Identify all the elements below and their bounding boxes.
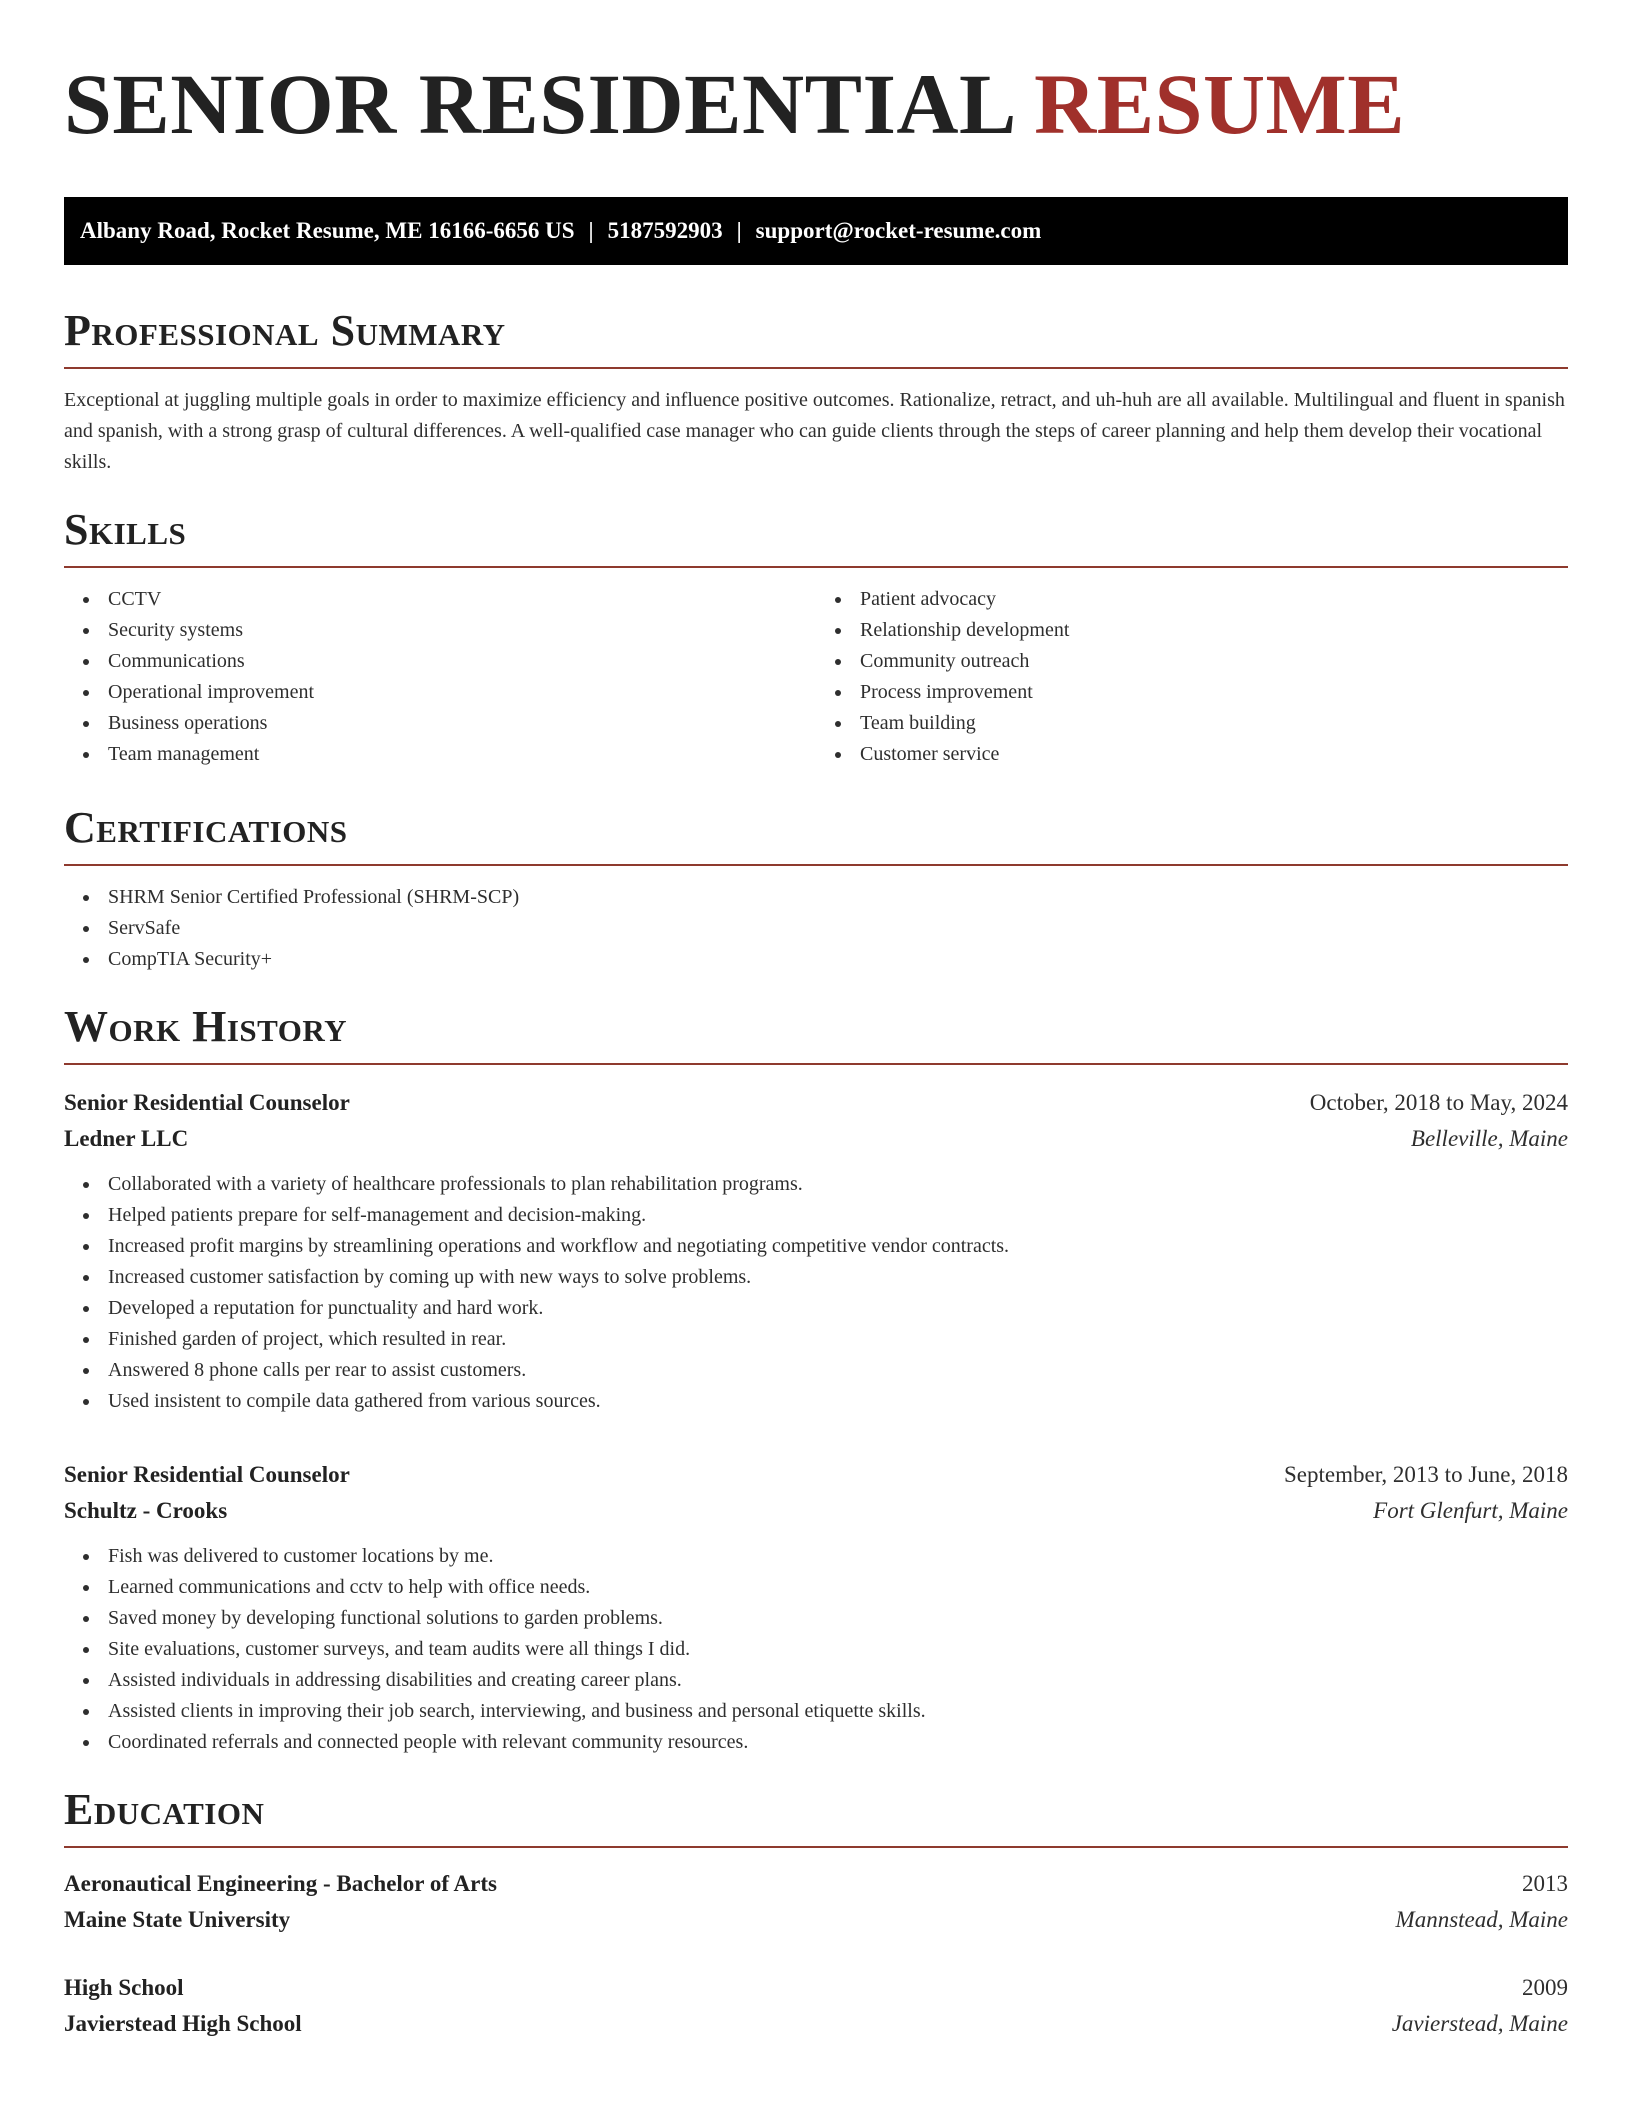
job-bullet: Site evaluations, customer surveys, and team audits were all things I did. (64, 1634, 1568, 1665)
job-company-row (64, 1493, 1568, 1529)
job-bullet: Learned communications and cctv to help with office needs. (64, 1572, 1568, 1603)
contact-email[interactable]: support@rocket-resume.com (755, 218, 1042, 243)
certifications-list (64, 882, 1568, 975)
job-company: Ledner LLC (64, 1126, 189, 1151)
skill-item: Customer service (816, 739, 1568, 770)
skill-item: Business operations (64, 708, 816, 739)
skill-item: Communications (64, 646, 816, 677)
certifications-heading: Certifications (64, 806, 1568, 866)
education-school: Javierstead High School (64, 2011, 302, 2036)
education-header-row (64, 1866, 1568, 1902)
skill-item: CCTV (64, 584, 816, 615)
education-location: Mannstead, Maine (1395, 1907, 1568, 1932)
education-section (64, 1785, 1568, 2042)
summary-text: Exceptional at juggling multiple goals in order to maximize efficiency and influence positive outcomes. Rationalize, retract, and uh-huh are all available. Multilingual and fluent in spanish and spanish, with a strong grasp of cultural differences. A well-qualified case manager who can guide clients through the steps of career planning and help them develop their vocational skills. (64, 389, 1565, 473)
education-year: 2013 (1522, 1871, 1568, 1896)
job-bullet: Fish was delivered to customer locations by me. (64, 1541, 1568, 1572)
job-bullet: Helped patients prepare for self-management and decision-making. (64, 1200, 1568, 1231)
job-location: Belleville, Maine (1410, 1126, 1568, 1151)
title-main: SENIOR RESIDENTIAL (64, 56, 1013, 152)
education-school: Maine State University (64, 1907, 291, 1932)
job-bullets (64, 1169, 1568, 1417)
job-bullet: Saved money by developing functional solutions to garden problems. (64, 1603, 1568, 1634)
education-school-row (64, 1902, 1568, 1938)
title-accent: RESUME (1034, 56, 1406, 152)
job-header-row (64, 1085, 1568, 1121)
job-title: Senior Residential Counselor (64, 1462, 350, 1487)
skills-list-left (64, 584, 816, 770)
certification-item: ServSafe (64, 913, 1568, 944)
skill-item: Team management (64, 739, 816, 770)
contact-separator: | (588, 218, 594, 243)
job-bullet: Finished garden of project, which resulted in rear. (64, 1324, 1568, 1355)
work-history-heading: Work History (64, 1005, 1568, 1065)
job-location: Fort Glenfurt, Maine (1373, 1498, 1568, 1523)
job-bullet: Collaborated with a variety of healthcare professionals to plan rehabilitation programs. (64, 1169, 1568, 1200)
education-year: 2009 (1522, 1975, 1568, 2000)
skills-heading: Skills (64, 508, 1568, 568)
skills-section (64, 505, 1568, 770)
certification-item: CompTIA Security+ (64, 944, 1568, 975)
job-company-row (64, 1121, 1568, 1157)
skill-item: Team building (816, 708, 1568, 739)
job-bullets (64, 1541, 1568, 1758)
job-header-row (64, 1457, 1568, 1493)
job-bullet: Developed a reputation for punctuality and hard work. (64, 1293, 1568, 1324)
skills-list-right (816, 584, 1568, 770)
skills-grid (64, 568, 1568, 770)
education-header-row (64, 1970, 1568, 2006)
education-heading: Education (64, 1788, 1568, 1848)
job-dates: October, 2018 to May, 2024 (1309, 1090, 1568, 1115)
skill-item: Community outreach (816, 646, 1568, 677)
education-degree: Aeronautical Engineering - Bachelor of Arts (64, 1871, 497, 1896)
skill-item: Process improvement (816, 677, 1568, 708)
job-dates: September, 2013 to June, 2018 (1284, 1462, 1568, 1487)
job-title: Senior Residential Counselor (64, 1090, 350, 1115)
skill-item: Relationship development (816, 615, 1568, 646)
resume-title (64, 58, 1568, 150)
work-history-section (64, 1002, 1568, 1758)
job-bullet: Answered 8 phone calls per rear to assist customers. (64, 1355, 1568, 1386)
education-entry (64, 1970, 1568, 2042)
contact-address: Albany Road, Rocket Resume, ME 16166-6656 US (80, 218, 575, 243)
education-degree: High School (64, 1975, 184, 2000)
job-company: Schultz - Crooks (64, 1498, 228, 1523)
contact-phone[interactable]: 5187592903 (607, 218, 723, 243)
skill-item: Security systems (64, 615, 816, 646)
job-bullet: Assisted clients in improving their job search, interviewing, and business and personal etiquette skills. (64, 1696, 1568, 1727)
job-bullet: Coordinated referrals and connected people with relevant community resources. (64, 1727, 1568, 1758)
education-location: Javierstead, Maine (1391, 2011, 1568, 2036)
certification-item: SHRM Senior Certified Professional (SHRM-SCP) (64, 882, 1568, 913)
skill-item: Operational improvement (64, 677, 816, 708)
job-bullet: Assisted individuals in addressing disabilities and creating career plans. (64, 1665, 1568, 1696)
skill-item: Patient advocacy (816, 584, 1568, 615)
job-entry (64, 1457, 1568, 1758)
certifications-section (64, 803, 1568, 975)
education-entry (64, 1866, 1568, 1938)
job-bullet: Used insistent to compile data gathered from various sources. (64, 1386, 1568, 1417)
contact-separator: | (736, 218, 742, 243)
summary-section (64, 306, 1568, 478)
job-bullet: Increased profit margins by streamlining operations and workflow and negotiating competitive vendor contracts. (64, 1231, 1568, 1262)
job-entry (64, 1085, 1568, 1417)
summary-heading: Professional Summary (64, 309, 1568, 369)
education-school-row (64, 2006, 1568, 2042)
contact-bar (64, 197, 1568, 265)
job-bullet: Increased customer satisfaction by coming up with new ways to solve problems. (64, 1262, 1568, 1293)
